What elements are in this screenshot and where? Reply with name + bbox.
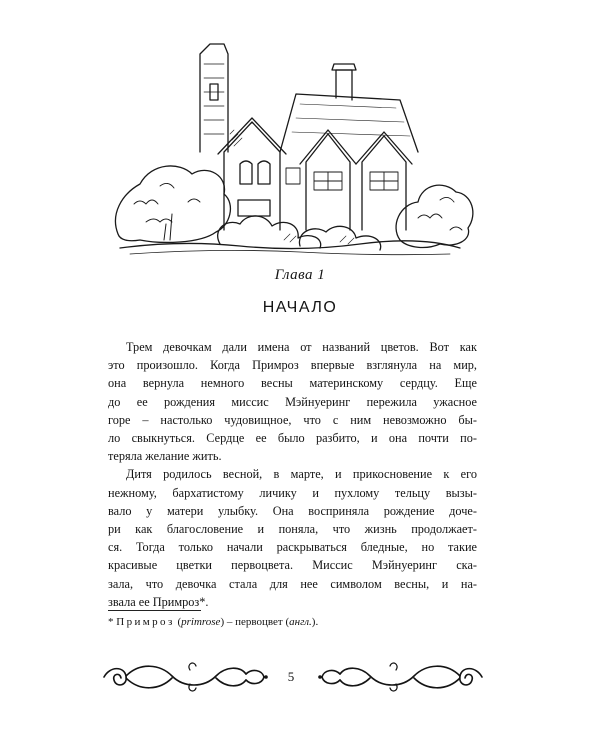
footnote-paren: (: [285, 616, 290, 628]
chapter-title: НАЧАЛО: [262, 299, 338, 316]
text-line: ся. Тогда только начали раскрываться бледные, но такие: [108, 540, 477, 555]
body-text: [108, 338, 477, 611]
chapter-label: Глава 1: [274, 267, 326, 283]
footnote-original: primrose: [181, 616, 221, 628]
text-line: Дитя родилось весной, в марте, и прикосновение к его: [126, 467, 477, 482]
footnote-translation: первоцвет: [235, 616, 283, 628]
text-line: вало у матери улыбку. Она восприняла рождение доче-: [108, 503, 477, 518]
house-illustration: [100, 34, 480, 272]
ornament-right-icon: [316, 656, 486, 698]
footnote-term: Примроз: [116, 616, 175, 628]
ornament-left-icon: [100, 656, 270, 698]
footnote-divider: [108, 610, 201, 611]
footnote-dash: –: [226, 616, 233, 628]
text-line: это произошло. Когда Примроз впервые взглянула на мир,: [108, 358, 477, 373]
footnote-paren: ): [220, 616, 225, 628]
footnote-paren: (: [177, 616, 182, 628]
text-line: Трем девочкам дали имена от названий цветов. Вот как: [126, 340, 477, 354]
text-line: нежному, бархатистому личику и пухлому тельцу вызы-: [108, 485, 477, 500]
footnote-lang: англ.: [289, 616, 312, 628]
footnote-marker: *: [108, 616, 114, 628]
text-line: до ее рождения миссис Мэйнуеринг пережила ужасное: [108, 394, 477, 409]
text-line: ло свыкнуться. Сердце ее было разбито, и она почти по-: [108, 431, 477, 446]
text-line: зала, что девочка стала для нее символом весны, и на-: [108, 576, 477, 591]
footnote: [108, 616, 318, 628]
footnote-tail: ).: [311, 616, 319, 628]
text-line: горе – настолько чудовищное, что с ним невозможно бы-: [108, 412, 477, 427]
text-line: красивые цветки первоцвета. Миссис Мэйнуеринг ска-: [108, 558, 477, 573]
text-line: она вернула немного весны материнскому сердцу. Еще: [108, 376, 477, 391]
text-line: теряла желание жить.: [108, 449, 222, 464]
page-number: 5: [287, 669, 295, 684]
text-line: звала ее Примроз*.: [108, 594, 209, 609]
text-line: ри как благословение и поняла, что жизнь продолжает-: [108, 522, 477, 537]
